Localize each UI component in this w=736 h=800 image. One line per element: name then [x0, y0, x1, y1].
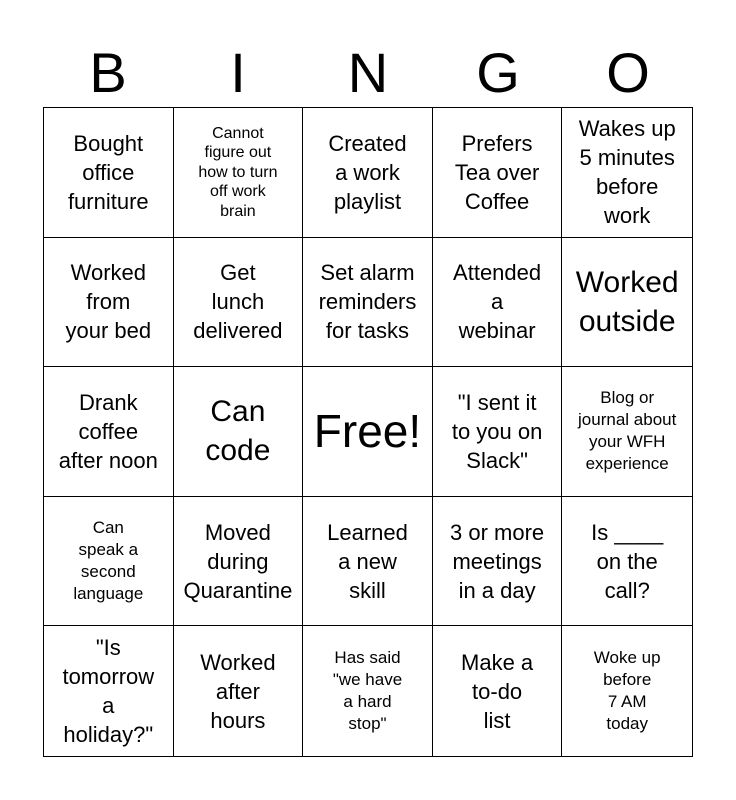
- cell-text: Woke up before 7 AM today: [593, 648, 661, 734]
- cell-text: Can speak a second language: [73, 518, 144, 604]
- bingo-cell-b5[interactable]: [44, 626, 174, 756]
- header-letter-n: N: [347, 41, 389, 104]
- bingo-cell-n1[interactable]: [303, 108, 433, 238]
- bingo-cell-g5[interactable]: [433, 626, 563, 756]
- bingo-cell-i2[interactable]: [174, 238, 304, 368]
- header-letter-i: I: [230, 41, 246, 104]
- cell-text: Worked outside: [575, 265, 679, 338]
- bingo-cell-g3[interactable]: [433, 367, 563, 497]
- cell-text: Free!: [313, 405, 422, 458]
- cell-text: Is ____ on the call?: [591, 519, 664, 603]
- bingo-cell-i1[interactable]: [174, 108, 304, 238]
- bingo-cell-g2[interactable]: [433, 238, 563, 368]
- bingo-cell-n5[interactable]: [303, 626, 433, 756]
- cell-text: Worked from your bed: [65, 260, 152, 344]
- cell-text: Worked after hours: [200, 649, 276, 733]
- cell-text: Moved during Quarantine: [183, 519, 293, 603]
- bingo-cell-b1[interactable]: [44, 108, 174, 238]
- bingo-cell-g4[interactable]: [433, 497, 563, 627]
- bingo-cell-i3[interactable]: [174, 367, 304, 497]
- cell-text: Make a to-do list: [461, 649, 534, 733]
- bingo-cell-i4[interactable]: [174, 497, 304, 627]
- cell-text: Prefers Tea over Coffee: [454, 130, 540, 214]
- bingo-board: [43, 107, 693, 757]
- bingo-cell-n2[interactable]: [303, 238, 433, 368]
- cell-text: Learned a new skill: [327, 519, 408, 603]
- bingo-cell-o2[interactable]: [562, 238, 692, 368]
- cell-text: Cannot figure out how to turn off work brain: [198, 124, 278, 220]
- cell-text: 3 or more meetings in a day: [450, 519, 545, 603]
- bingo-cell-b2[interactable]: [44, 238, 174, 368]
- bingo-header: [43, 40, 693, 106]
- cell-text: Drank coffee after noon: [58, 389, 158, 473]
- cell-text: Wakes up 5 minutes before work: [578, 116, 676, 229]
- cell-text: Attended a webinar: [453, 260, 542, 344]
- cell-text: Blog or journal about your WFH experience: [578, 388, 677, 474]
- free-space-cell[interactable]: [303, 367, 433, 497]
- cell-text: "Is tomorrow a holiday?": [62, 635, 155, 748]
- bingo-cell-i5[interactable]: [174, 626, 304, 756]
- bingo-cell-n4[interactable]: [303, 497, 433, 627]
- bingo-cell-b4[interactable]: [44, 497, 174, 627]
- cell-text: Bought office furniture: [67, 130, 149, 214]
- bingo-cell-o4[interactable]: [562, 497, 692, 627]
- header-letter-o: O: [606, 41, 650, 104]
- bingo-cell-o1[interactable]: [562, 108, 692, 238]
- cell-text: Created a work playlist: [328, 130, 407, 214]
- bingo-cell-b3[interactable]: [44, 367, 174, 497]
- header-letter-g: G: [476, 41, 520, 104]
- cell-text: Get lunch delivered: [193, 260, 283, 344]
- cell-text: Can code: [205, 395, 271, 468]
- cell-text: "I sent it to you on Slack": [451, 389, 543, 473]
- cell-text: Has said "we have a hard stop": [332, 648, 403, 734]
- bingo-cell-o5[interactable]: [562, 626, 692, 756]
- bingo-cell-o3[interactable]: [562, 367, 692, 497]
- bingo-cell-g1[interactable]: [433, 108, 563, 238]
- header-letter-b: B: [89, 41, 127, 104]
- cell-text: Set alarm reminders for tasks: [318, 260, 417, 344]
